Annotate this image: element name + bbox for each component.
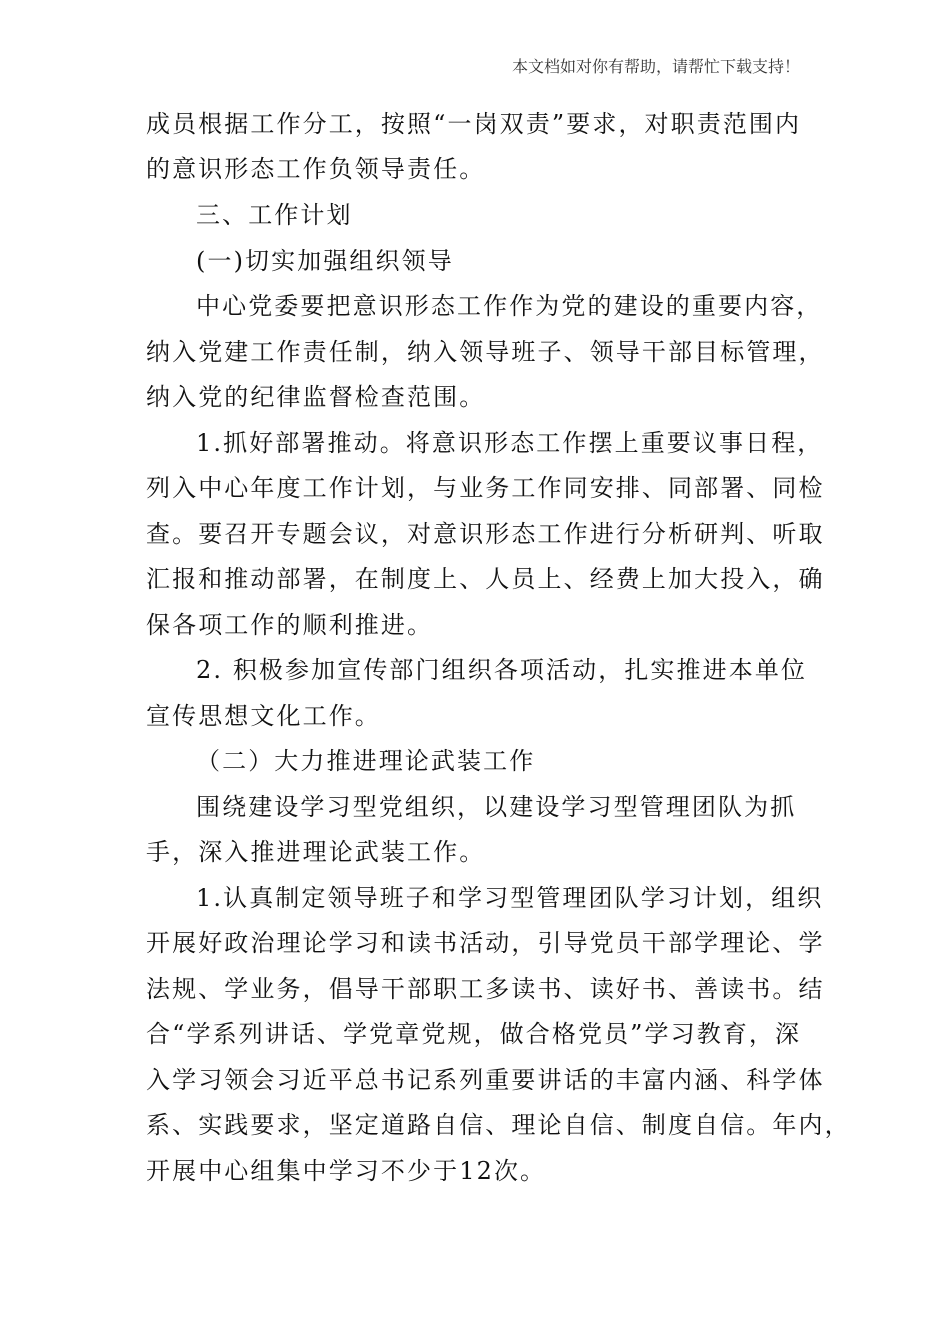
header-note: 本文档如对你有帮助，请帮忙下载支持！ bbox=[511, 57, 800, 76]
body-line: 1.认真制定领导班子和学习型管理团队学习计划，组织 bbox=[196, 884, 824, 912]
body-line: 纳入党的纪律监督检查范围。 bbox=[146, 383, 486, 411]
body-line: 中心党委要把意识形态工作作为党的建设的重要内容， bbox=[196, 292, 823, 320]
body-line: 开展好政治理论学习和读书活动，引导党员干部学理论、学 bbox=[146, 929, 825, 957]
subsection-heading: （二）大力推进理论武装工作 bbox=[196, 747, 536, 775]
body-line: 开展中心组集中学习不少于12次。 bbox=[146, 1157, 547, 1185]
body-line: 宣传思想文化工作。 bbox=[146, 702, 381, 730]
body-line: 列入中心年度工作计划，与业务工作同安排、同部署、同检 bbox=[146, 474, 825, 502]
body-line: 成员根据工作分工，按照“一岗双责”要求，对职责范围内 bbox=[146, 110, 802, 138]
body-line: 2. 积极参加宣传部门组织各项活动，扎实推进本单位 bbox=[196, 656, 808, 684]
body-line: 纳入党建工作责任制，纳入领导班子、领导干部目标管理， bbox=[146, 338, 825, 366]
body-line: 查。要召开专题会议，对意识形态工作进行分析研判、听取 bbox=[146, 520, 825, 548]
body-line: 系、实践要求，坚定道路自信、理论自信、制度自信。年内， bbox=[146, 1111, 851, 1139]
body-line: 1.抓好部署推动。将意识形态工作摆上重要议事日程， bbox=[196, 429, 824, 457]
section-heading: 三、工作计划 bbox=[196, 201, 353, 229]
body-line: 的意识形态工作负领导责任。 bbox=[146, 155, 486, 183]
body-line: 法规、学业务，倡导干部职工多读书、读好书、善读书。结 bbox=[146, 975, 825, 1003]
body-line: 入学习领会习近平总书记系列重要讲话的丰富内涵、科学体 bbox=[146, 1066, 825, 1094]
body-line: 合“学系列讲话、学党章党规，做合格党员”学习教育，深 bbox=[146, 1020, 802, 1048]
body-line: 保各项工作的顺利推进。 bbox=[146, 611, 434, 639]
body-line: 汇报和推动部署，在制度上、人员上、经费上加大投入，确 bbox=[146, 565, 825, 593]
body-line: 手，深入推进理论武装工作。 bbox=[146, 838, 486, 866]
subsection-heading: (一)切实加强组织领导 bbox=[196, 247, 454, 275]
body-line: 围绕建设学习型党组织，以建设学习型管理团队为抓 bbox=[196, 793, 797, 821]
